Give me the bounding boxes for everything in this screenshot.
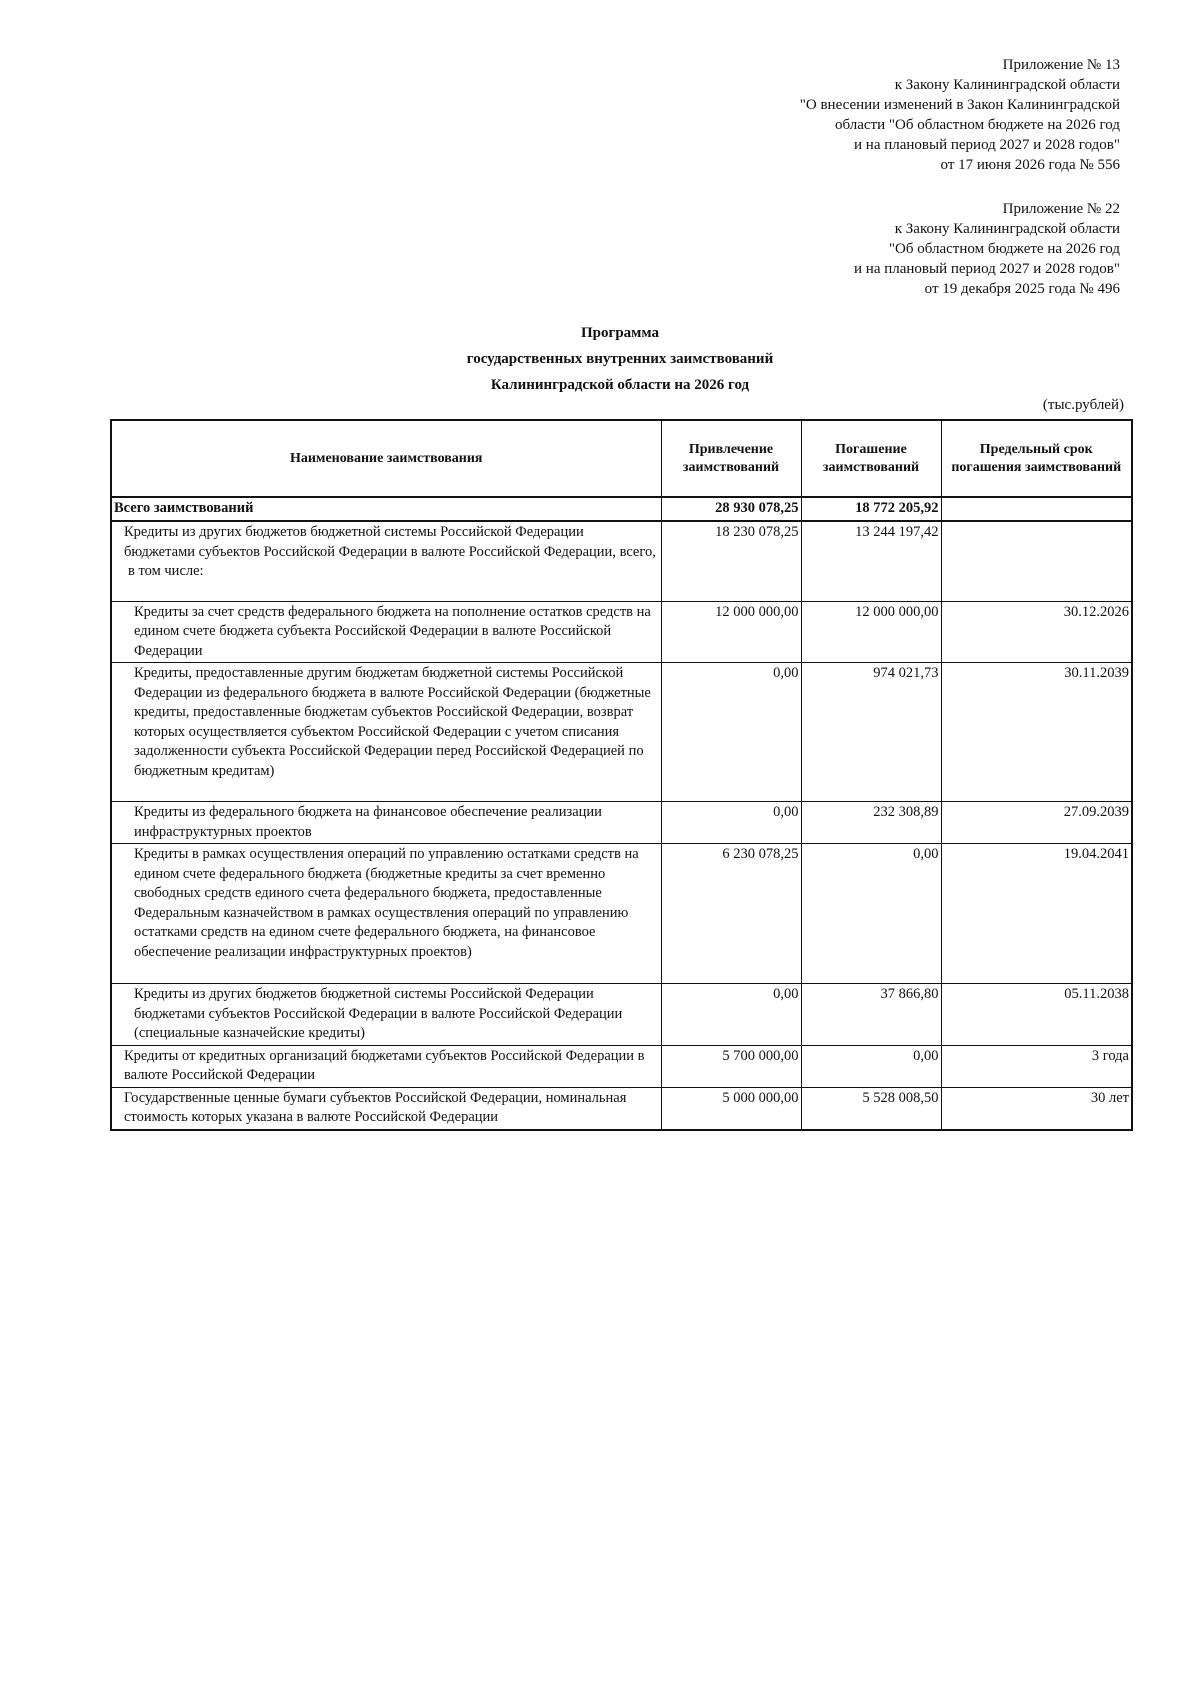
cell-term — [941, 521, 1132, 601]
cell-name: Кредиты из федерального бюджета на финансовое обеспечение реализации инфраструктурных проектов — [111, 802, 661, 844]
units-label: (тыс.рублей) — [1042, 397, 1124, 413]
annex-line: от 19 декабря 2025 года № 496 — [924, 281, 1120, 297]
annex-line: к Закону Калининградской области — [894, 221, 1120, 237]
cell-borrow: 0,00 — [661, 663, 801, 802]
table-row — [111, 663, 1132, 802]
cell-repay: 13 244 197,42 — [801, 521, 941, 601]
cell-borrow: 5 000 000,00 — [661, 1087, 801, 1130]
cell-name-text: Кредиты из других бюджетов бюджетной системы Российской Федерации бюджетами субъектов Российской Федерации в валюте Российской Федерации, всего, — [124, 524, 656, 560]
cell-name: Кредиты, предоставленные другим бюджетам бюджетной системы Российской Федерации из федерального бюджета в валюте Российской Федерации (бюджетные кредиты, предоставленные бюджетам субъектов Российской Федерации, возврат которых осуществляется субъектом Российской Федерации с учетом списания задолженности субъекта Российской Федерации перед Российской Федерацией по бюджетным кредитам) — [111, 663, 661, 802]
annex-line: области "Об областном бюджете на 2026 год — [835, 117, 1120, 133]
borrowing-program-table — [110, 419, 1133, 1131]
annex-line: Приложение № 22 — [1002, 201, 1120, 217]
cell-repay: 37 866,80 — [801, 984, 941, 1046]
table-row — [111, 984, 1132, 1046]
cell-term: 19.04.2041 — [941, 844, 1132, 984]
cell-borrow: 0,00 — [661, 802, 801, 844]
title-line-1: Программа — [581, 325, 659, 341]
header-borrow: Привлечение заимствований — [661, 420, 801, 497]
cell-repay: 5 528 008,50 — [801, 1087, 941, 1130]
cell-name: Кредиты за счет средств федерального бюджета на пополнение остатков средств на едином счете бюджета субъекта Российской Федерации в валюте Российской Федерации — [111, 601, 661, 663]
header-term: Предельный срок погашения заимствований — [941, 420, 1132, 497]
table-row — [111, 1045, 1132, 1087]
cell-borrow: 28 930 078,25 — [661, 497, 801, 521]
cell-name: Всего заимствований — [111, 497, 661, 521]
cell-name — [111, 521, 661, 601]
annex-line: "Об областном бюджете на 2026 год — [888, 241, 1120, 257]
cell-repay: 232 308,89 — [801, 802, 941, 844]
table-header-row — [111, 420, 1132, 497]
annex-header-original — [854, 199, 1120, 299]
cell-borrow: 5 700 000,00 — [661, 1045, 801, 1087]
annex-line: и на плановый период 2027 и 2028 годов" — [854, 137, 1120, 153]
annex-line: и на плановый период 2027 и 2028 годов" — [854, 261, 1120, 277]
table-row — [111, 601, 1132, 663]
cell-name: Государственные ценные бумаги субъектов Российской Федерации, номинальная стоимость которых указана в валюте Российской Федерации — [111, 1087, 661, 1130]
cell-name: Кредиты из других бюджетов бюджетной системы Российской Федерации бюджетами субъектов Российской Федерации в валюте Российской Федерации (специальные казначейские кредиты) — [111, 984, 661, 1046]
table-row — [111, 521, 1132, 601]
cell-borrow: 6 230 078,25 — [661, 844, 801, 984]
cell-repay: 12 000 000,00 — [801, 601, 941, 663]
header-repay: Погашение заимствований — [801, 420, 941, 497]
cell-term — [941, 497, 1132, 521]
cell-borrow: 12 000 000,00 — [661, 601, 801, 663]
table-row-total — [111, 497, 1132, 521]
cell-borrow: 18 230 078,25 — [661, 521, 801, 601]
annex-line: к Закону Калининградской области — [894, 77, 1120, 93]
cell-name: Кредиты от кредитных организаций бюджетами субъектов Российской Федерации в валюте Российской Федерации — [111, 1045, 661, 1087]
table-row — [111, 1087, 1132, 1130]
cell-term: 30.11.2039 — [941, 663, 1132, 802]
cell-term: 05.11.2038 — [941, 984, 1132, 1046]
table-row — [111, 844, 1132, 984]
annex-line: Приложение № 13 — [1002, 57, 1120, 73]
cell-term: 30.12.2026 — [941, 601, 1132, 663]
cell-sub-note: в том числе: — [128, 563, 204, 579]
cell-repay: 0,00 — [801, 844, 941, 984]
cell-term: 30 лет — [941, 1087, 1132, 1130]
annex-header-current — [800, 55, 1120, 175]
annex-line: от 17 июня 2026 года № 556 — [940, 157, 1120, 173]
title-line-3: Калининградской области на 2026 год — [490, 377, 750, 393]
table-row — [111, 802, 1132, 844]
cell-term: 27.09.2039 — [941, 802, 1132, 844]
annex-line: "О внесении изменений в Закон Калининградской — [799, 97, 1120, 113]
header-name: Наименование заимствования — [111, 420, 661, 497]
cell-name: Кредиты в рамках осуществления операций по управлению остатками средств на едином счете федерального бюджета (бюджетные кредиты за счет временно свободных средств единого счета федерального бюджета, предоставленные Федеральным казначейством в рамках осуществления операций по управлению остатками средств на едином счете федерального бюджета, на финансовое обеспечение реализации инфраструктурных проектов) — [111, 844, 661, 984]
document-title — [110, 320, 1130, 398]
cell-borrow: 0,00 — [661, 984, 801, 1046]
cell-term: 3 года — [941, 1045, 1132, 1087]
title-line-2: государственных внутренних заимствований — [466, 351, 774, 367]
cell-repay: 974 021,73 — [801, 663, 941, 802]
cell-repay: 0,00 — [801, 1045, 941, 1087]
cell-repay: 18 772 205,92 — [801, 497, 941, 521]
